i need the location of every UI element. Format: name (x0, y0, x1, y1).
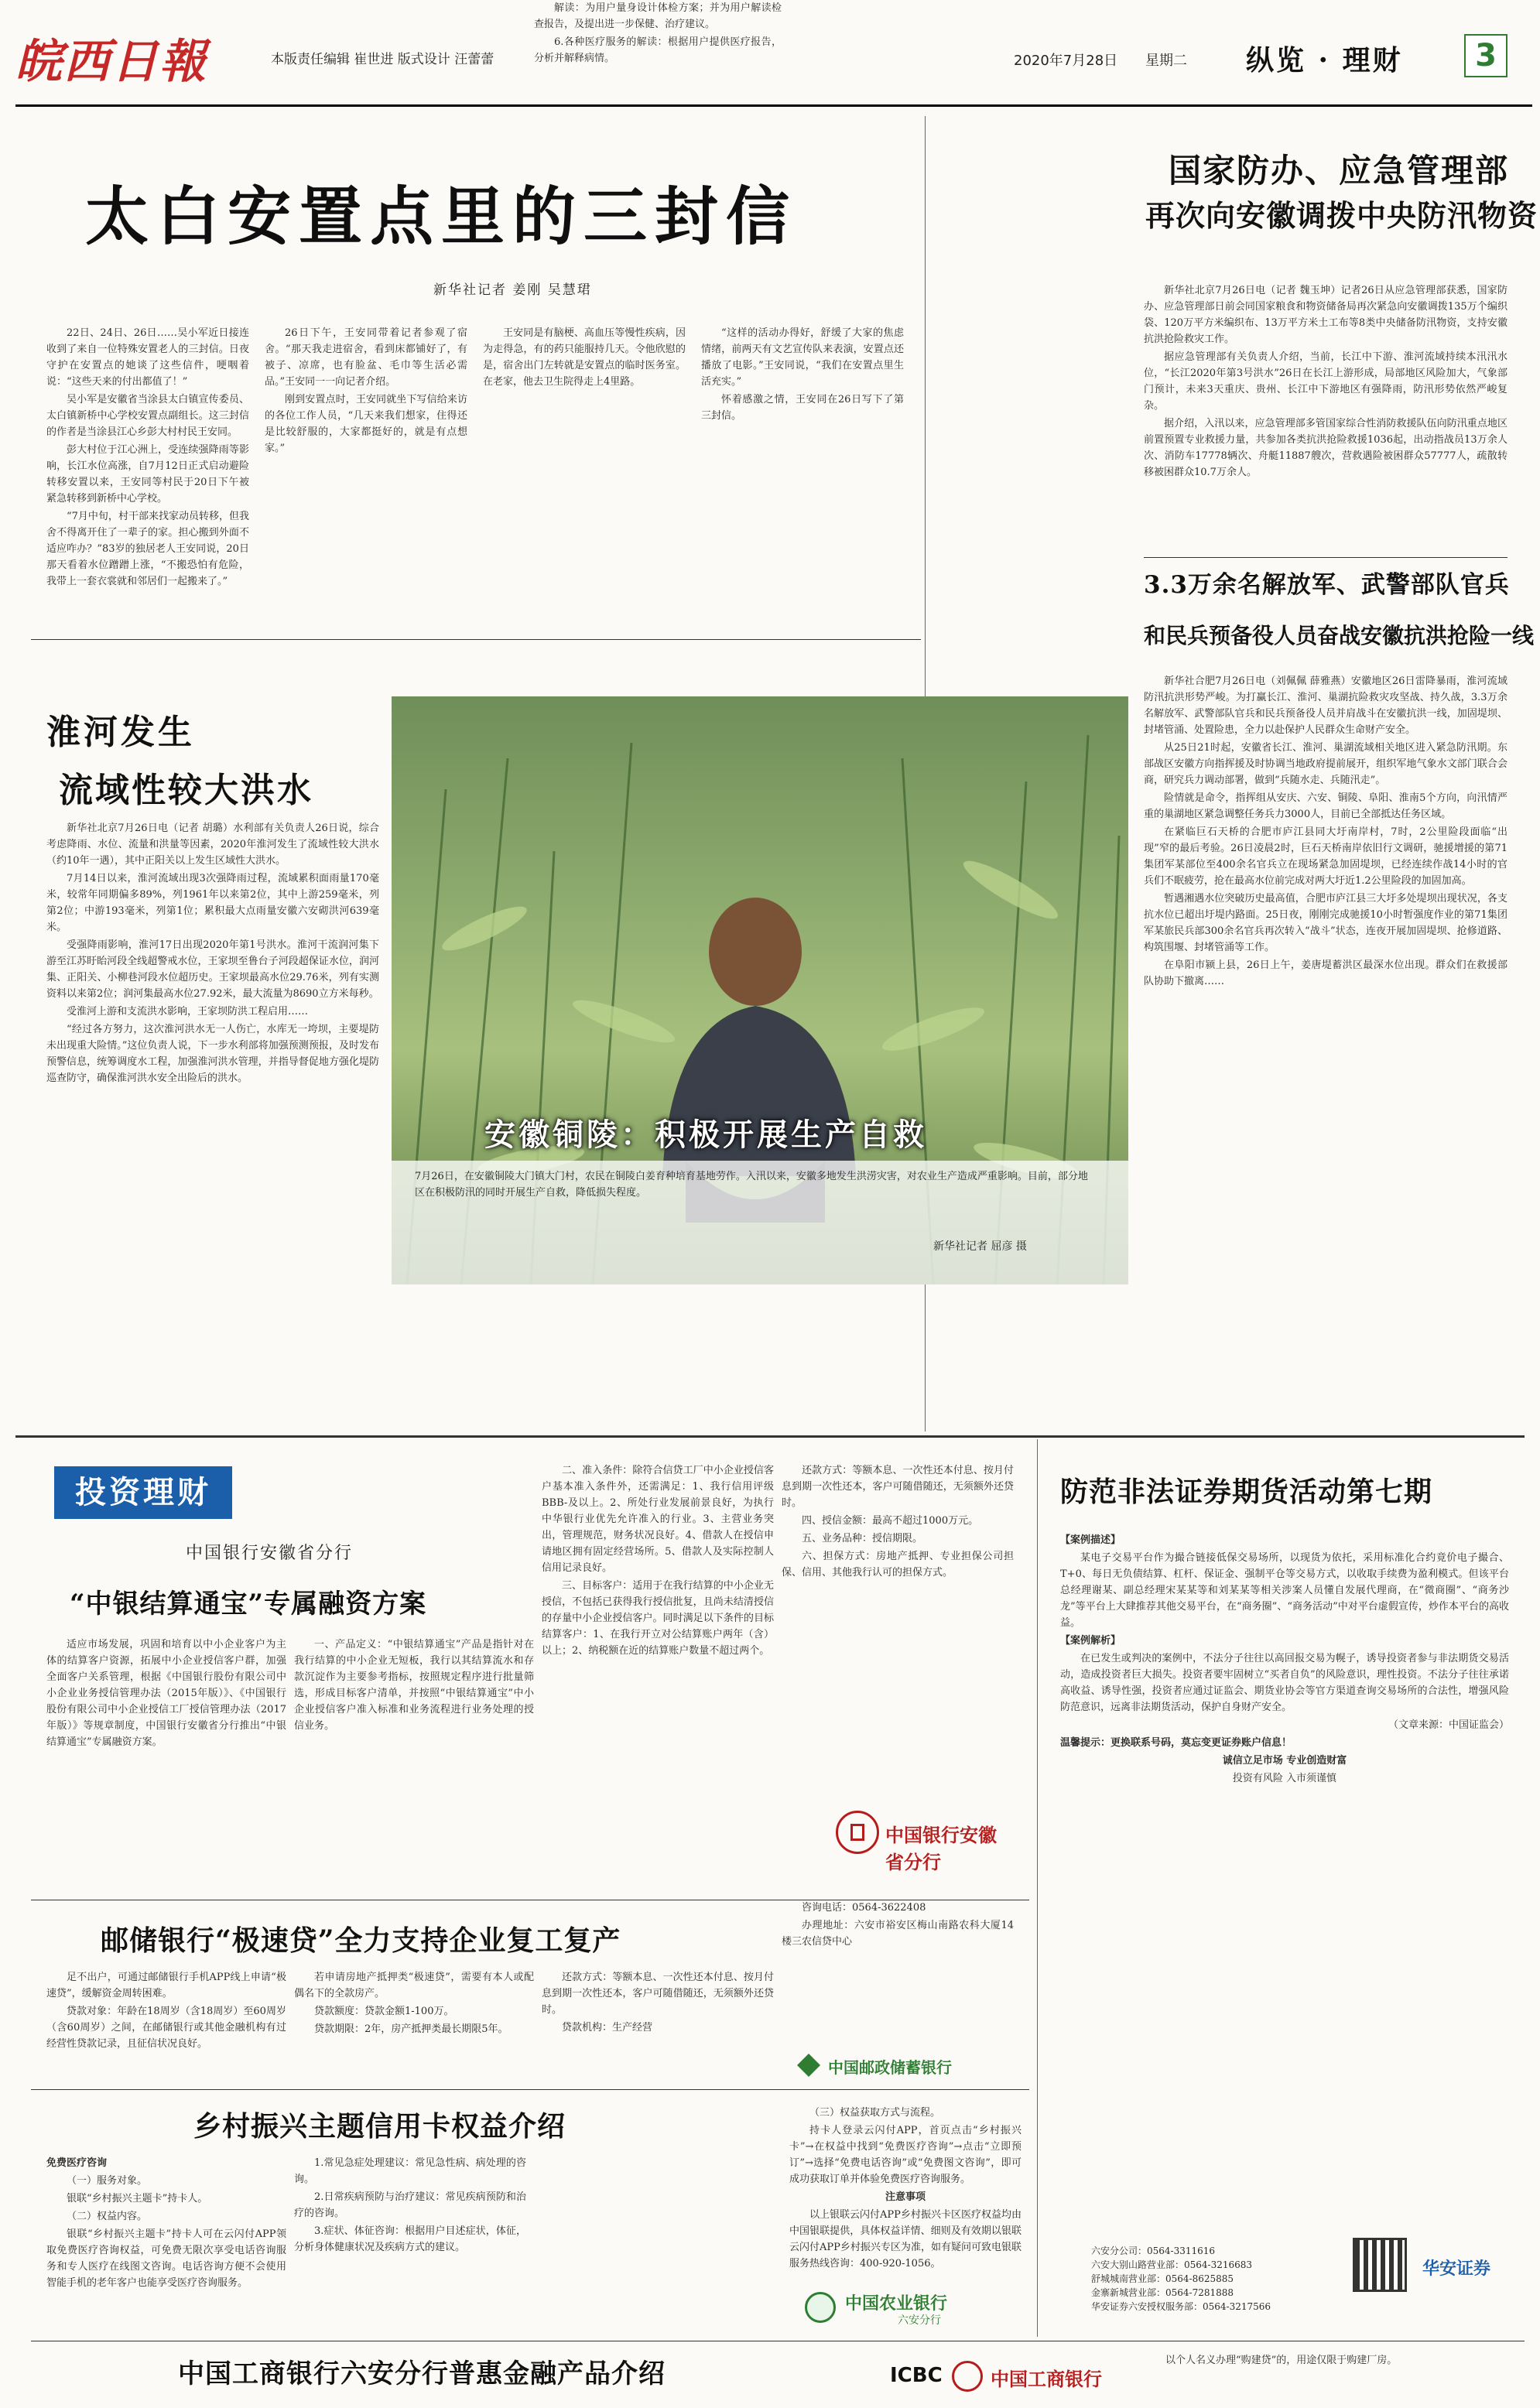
qr-code (1353, 2238, 1407, 2292)
abc-logo-text: 中国农业银行 (845, 2293, 948, 2314)
psbc-col-1 (46, 1969, 286, 2085)
paragraph: 贷款期限：2年，房产抵押类最长期限5年。 (314, 2023, 508, 2035)
lead-story-title: 太白安置点里的三封信 (85, 180, 798, 254)
section-name: 纵览 · 理财 (1246, 44, 1403, 77)
psbc-col-2 (294, 1969, 534, 2085)
section-divider (1144, 557, 1507, 558)
right-top-title-line2: 再次向安徽调拨中央防汛物资 (1145, 198, 1538, 233)
paragraph: 银联“乡村振兴主题卡”持卡人。 (67, 2193, 208, 2204)
contact-line: 六安大别山路营业部：0564-3216683 (1091, 2259, 1253, 2270)
abc-icon (805, 2292, 836, 2323)
paragraph: “经过各方努力，这次淮河洪水无一人伤亡，水库无一垮坝，主要堤防未出现重大险情。”这位负责人说，下一步水利部将加强预测预报，及时发布预警信息，统筹调度水工程，加强淮河洪水管理，并指导督促地方强化堤防巡查防守，确保淮河洪水安全出险后的洪水。 (46, 1024, 379, 1084)
icbc-strip (1145, 2352, 1509, 2405)
right-mid-title-line2: 和民兵预备役人员奋战安徽抗洪抢险一线 (1144, 623, 1535, 648)
paragraph: “7月中旬，村干部来找家动员转移，但我舍不得离开住了一辈子的家。担心搬到外面不适应咋办？”83岁的独居老人王安同说，20日那天看着水位蹭蹭上涨，“不搬恐怕有危险，我带上一套衣裳就和邻居们一起搬来了。” (46, 511, 249, 587)
paragraph: 彭大村位于江心洲上，受连续强降雨等影响，长江水位高涨，自7月12日正式启动避险转移安置以来，王安同等村民于20日下午被紧急转移到新桥中心学校。 (46, 444, 249, 505)
section-divider (31, 2089, 1029, 2090)
paragraph: 据介绍，入汛以来，应急管理部多管国家综合性消防救援队伍向防汛重点地区前置预置专业救援力量，共参加各类抗洪抢险救援1036起，出动指战员13万余人次、消防车17778辆次、舟艇11887艘次，营救遇险被困群众57777人，疏散转移被困群众10.7万余人。 (1144, 418, 1507, 478)
paragraph: 银联“乡村振兴主题卡”持卡人可在云闪付APP领取免费医疗咨询权益，可免费无限次享受电话咨询服务和专人医疗在线图文咨询。电话咨询方便不会使用智能手机的老年客户也能享受医疗咨询服务。 (46, 2228, 286, 2289)
paragraph: 王安同是有脑梗、高血压等慢性疾病，因为走得急，有的药只能服持几天。令他欣慰的是，宿舍出门左转就是安置点的临时医务室。在老家，他去卫生院得走上4里路。 (483, 327, 686, 388)
paragraph: 受强降雨影响，淮河17日出现2020年第1号洪水。淮河干流润河集下游至江苏盱眙河段全线超警戒水位，王家坝至鲁台子河段超保证水位，润河集、正阳关、小柳巷河段水位超历史。王家坝最高水位29.76米，列有实测资料以来第2位；润河集最高水位27.92米，最大流量为8690立方米每秒。 (46, 939, 379, 1000)
paragraph: 若申请房地产抵押类“极速贷”，需要有本人或配偶名下的全款房产。 (294, 1972, 534, 1999)
paragraph: 五、业务品种：授信期限。 (802, 1533, 923, 1544)
paragraph: 贷款对象：年龄在18周岁（含18周岁）至60周岁（含60周岁）之间，在邮储银行或其他金融机构有过经营性贷款记录，且征信状况良好。 (46, 2006, 286, 2050)
boc-col-2 (294, 1637, 534, 1892)
futures-title: 防范非法证券期货活动第七期 (1060, 1476, 1433, 1508)
section-divider (31, 639, 921, 640)
abc-title: 乡村振兴主题信用卡权益介绍 (193, 2110, 566, 2143)
abc-logo (805, 2290, 1022, 2329)
editor-line: 本版责任编辑 崔世进 版式设计 汪蕾蕾 (271, 52, 495, 67)
paragraph: 以上银联云闪付APP乡村振兴卡区医疗权益均由中国银联提供，具体权益详情、细则及有效期以银联云闪付APP乡村振兴专区为准，如有疑问可致电银联服务热线咨询：400-920-1056。 (789, 2209, 1022, 2269)
boc-org: 中国银行安徽省分行 (186, 1544, 354, 1563)
case-title: 【案例描述】 (1060, 1534, 1121, 1546)
paragraph: 暂遇湘遇水位突破历史最高值，合肥市庐江县三大圩多处堤坝出现状况，各支抗水位已超出圩堤内路面。25日夜，刚刚完成驰援10小时暂强度作业的第71集团军某旅民兵部300余名官兵再次转入“战斗”状态，连夜开展加固堤坝、抢修道路、构筑围堰、封堵管涌等工作。 (1144, 893, 1507, 953)
paragraph: 三、目标客户：适用于在我行结算的中小企业无授信，不包括已获得我行授信批复，且尚未结清授信的存量中小企业授信客户。同时满足以下条件的目标结算客户：1、在我行开立对公结算账户两年（含）以上；2、纳税额在近的结算账户数量不超过两个。 (542, 1580, 774, 1657)
lead-story-col-2 (265, 325, 467, 631)
bank-of-china-icon (836, 1811, 879, 1854)
psbc-col-4 (782, 1900, 1014, 2047)
slogan: 诚信立足市场 专业创造财富 (1222, 1755, 1347, 1767)
finance-banner (54, 1466, 232, 1519)
psbc-col-3 (542, 1969, 774, 2085)
boc-logo-label: 中国银行安徽省分行 (885, 1824, 997, 1873)
paragraph: 足不出户，可通过邮储银行手机APP线上申请“极速贷”，缓解资金周转困难。 (46, 1972, 286, 1999)
paragraph: “这样的活动办得好，舒缓了大家的焦虑情绪，前两天有文艺宣传队来表演，安置点还播放了电影。”王安同说，“我们在安置点里生活充实。” (701, 327, 904, 388)
analysis-title: 【案例解析】 (1060, 1635, 1121, 1647)
icbc-logo (890, 2356, 1138, 2403)
right-mid-title-line1: 3.3万余名解放军、武警部队官兵 (1144, 571, 1510, 599)
psbc-title: 邮储银行“极速贷”全力支持企业复工复产 (101, 1924, 621, 1957)
paper-logo: 皖西日報 (15, 35, 207, 89)
paragraph: 在紧临巨石天桥的合肥市庐江县同大圩南岸村，7时，2公里险段面临“出现”窄的最后考验。26日凌晨2时，巨石天桥南岸依旧行文调研，驰援增援的第71集团军某部位至400余名官兵立在现场紧急加固堤坝，已经连续作战14小时的官兵们不眠疲劳，抢在最高水位前完成对两大圩近1.2公里险段的加固加高。 (1144, 826, 1507, 887)
page-number: 3 (1475, 38, 1497, 74)
paragraph: 新华社合肥7月26日电（刘佩佩 薛雅燕）安徽地区26日雷降暴雨，淮河流域防汛抗洪形势严峻。为打赢长江、淮河、巢湖抗险救灾攻坚战、持久战，3.3万余名解放军、武警部队官兵和民兵预备役人员并肩战斗在安徽抗洪一线，加固堤坝、封堵管涌、处置险患，全力以赴保护人民群众生命财产安全。 (1144, 676, 1507, 736)
icbc-title: 中国工商银行六安分行普惠金融产品介绍 (178, 2358, 666, 2389)
contact-line: 华安证券六安授权服务部：0564-3217566 (1091, 2301, 1271, 2312)
photo-caption-text: 7月26日，在安徽铜陵大门镇大门村，农民在铜陵白姜育种培育基地劳作。入汛以来，安徽多地发生洪涝灾害，对农业生产造成严重影响。目前，部分地区在积极防汛的同时开展生产自救，降低损失程度。 (415, 1171, 1088, 1199)
paragraph: 贷款机构：生产经营 (562, 2022, 653, 2033)
boc-logo (836, 1803, 1006, 1880)
paragraph: 1.常见急症处理建议：常见急性病、病处理的咨询。 (294, 2157, 526, 2185)
futures-body (1060, 1532, 1509, 2306)
lead-story-col-4 (701, 325, 904, 631)
paragraph: 咨询电话：0564-3622408 (802, 1902, 926, 1914)
paragraph: 适应市场发展，巩固和培育以中小企业客户为主体的结算客户资源，拓展中小企业授信客户群，加强全面客户关系管理，根据《中国银行股份有限公司中小企业业务授信管理办法（2015年版）》、《中国银行股份有限公司中小企业授信工厂授信管理办法（2017年版）》等规章制度，中国银行安徽省分行推出“中银结算通宝”专属融资方案。 (46, 1639, 286, 1748)
paragraph: 新华社北京7月26日电（记者 胡璐）水利部有关负责人26日说，综合考虑降雨、水位、流量和洪量等因素，2020年淮河发生了流域性较大洪水（约10年一遇），其中正阳关以上发生区域性大洪水。 (46, 823, 379, 867)
boc-col-3 (542, 1462, 774, 1896)
photo-credit: 新华社记者 屈彦 摄 (933, 1240, 1027, 1253)
dept: 投资有风险 入市须谨慎 (1232, 1773, 1337, 1784)
paragraph: 在已发生或判决的案例中，不法分子往往以高回报交易为幌子，诱导投资者参与非法期货交易活动，造成投资者巨大损失。投资者要牢固树立“买者自负”的风险意识，理性投资。不法分子往往承诺高收益、诱导性强，投资者应通过证监会、期货业协会等官方渠道查询交易场所的合法性，增强风险防范意识，远离非法期货活动，保护自身财产安全。 (1060, 1653, 1509, 1713)
left-story-body (46, 820, 379, 1431)
paragraph: 某电子交易平台作为撮合链接低保交易场所，以现货为依托，采用标准化合约竟价电子撮合、T+0、每日无负债结算、杠杆、保证金、强制平仓等交易方式，以收取手续费为盈利模式。但该平台总经理谢某、副总经理宋某某等和刘某某等相关涉案人员懂自发展代理商，在“微商圈”、“商务沙龙”等平台上大肆推荐其他交易平台，在“商务圈”、“商务活动”中对平台虚假宣传，炒作本平台的高收益。 (1060, 1552, 1509, 1629)
paragraph: （二）权益内容。 (67, 2211, 148, 2222)
paragraph: 7月14日以来，淮河流域出现3次强降雨过程，流域累积面雨量170毫米，较常年同期偏多89%，列1961年以来第2位，其中上游259毫米，列第2位；中游193毫米，列第1位；累积最大点雨量安徽六安砌洪河639毫米。 (46, 873, 379, 933)
boc-col-4 (782, 1462, 1014, 1772)
paragraph: 六、担保方式：房地产抵押、专业担保公司担保、信用、其他我行认可的担保方式。 (782, 1551, 1014, 1579)
contact-line: 金寨新城营业部：0564-7281888 (1091, 2287, 1234, 2298)
boc-col-1 (46, 1637, 286, 1892)
abc-col-1 (46, 2155, 286, 2337)
icbc-icon (952, 2361, 983, 2392)
paragraph: 从25日21时起，安徽省长江、淮河、巢湖流域相关地区进入紧急防汛期。东部战区安徽方向指挥援及时协调当地政府提前展开，组织军地气象水文部门联合会商，研究兵力调动部署，做到“兵随水走、兵随汛走”。 (1144, 742, 1507, 786)
paragraph: 解读：为用户量身设计体检方案；并为用户解读检查报告，及提出进一步保健、治疗建议。 (534, 2, 782, 30)
paragraph: 免费医疗咨询 (46, 2157, 108, 2169)
issue-date: 2020年7月28日 (1014, 53, 1118, 69)
paragraph: 办理地址：六安市裕安区梅山南路农科大厦14楼三农信贷中心 (782, 1920, 1014, 1948)
page-number-box (1464, 34, 1507, 77)
left-story-title-line2: 流域性较大洪水 (59, 771, 313, 810)
lead-story-col-1 (46, 325, 249, 631)
news-photo (392, 696, 1128, 1284)
paragraph: 在阜阳市颍上县，26日上午，姜唐堤蓄洪区最深水位出现。群众们在救援部队协助下撤离…… (1144, 959, 1507, 987)
paragraph: 贷款额度：贷款金额1-100万。 (314, 2006, 454, 2017)
lead-story-col-3 (483, 325, 686, 631)
right-top-story-body (1144, 282, 1507, 549)
boc-logo-text (885, 1820, 1006, 1874)
paragraph: 据应急管理部有关负责人介绍，当前，长江中下游、淮河流域持续本汛汛水位，“长江2020年第3号洪水”26日在长江上游形成，局部地区风险加大，气象部门预计，未来3天重庆、贵州、长江中下游地区有强降雨，防汛形势依然严峻复杂。 (1144, 351, 1507, 412)
tips-title: 温馨提示：更换联系号码，莫忘变更证券账户信息！ (1060, 1737, 1292, 1749)
paragraph: 2.日常疾病预防与治疗建议：常见疾病预防和治疗的咨询。 (294, 2191, 526, 2219)
photo-caption-title: 安徽铜陵：积极开展生产自救 (484, 1117, 927, 1153)
paragraph: 受淮河上游和支流洪水影响，王家坝防洪工程启用…… (67, 1006, 309, 1018)
paragraph: 吴小军是安徽省当涂县太白镇宣传委员、太白镇新桥中心学校安置点副组长。这三封信的作者是当涂县江心乡彭大村村民王安同。 (46, 394, 249, 438)
paragraph: 3.症状、体征咨询：根据用户目述症状，体征，分析身体健康状况及疾病方式的建议。 (294, 2225, 526, 2253)
source: （文章来源：中国证监会） (1388, 1719, 1509, 1731)
psbc-logo-text: 中国邮政储蓄银行 (828, 2058, 952, 2077)
paragraph: 26日下午，王安同带着记者参观了宿舍。“那天我走进宿舍，看到床都铺好了，有被子、凉席，也有脸盆、毛巾等生活必需品。”王安同一一向记者介绍。 (265, 327, 467, 388)
paragraph: 一、产品定义：“中银结算通宝”产品是指针对在我行结算的中小企业无短板，我行以其结算流水和存款沉淀作为主要参考指标，按照规定程序进行批量筛选，形成目标客户清单，并按照“中银结算通宝”中小企业授信客户准入标准和业务流程进行业务处理的授信业务。 (294, 1639, 534, 1732)
paragraph: （一）服务对象。 (67, 2175, 148, 2187)
left-story-title-line1: 淮河发生 (46, 713, 195, 752)
paragraph: 刚到安置点时，王安同就坐下写信给来访的各位工作人员，“几天来我们想家，住得还是比较舒服的，大家都挺好的，就是有点想家。” (265, 394, 467, 454)
psbc-logo (797, 2051, 1014, 2081)
icbc-logo-mark: ICBC (890, 2364, 943, 2387)
icbc-logo-text: 中国工商银行 (991, 2368, 1102, 2390)
paragraph: 四、授信金额：最高不超过1000万元。 (802, 1515, 979, 1527)
section-divider (15, 1435, 1525, 1438)
abc-col-4 (789, 2105, 1022, 2283)
huaan-logo: 华安证券 (1422, 2259, 1491, 2279)
paragraph: 22日、24日、26日……吴小军近日接连收到了来自一位特殊安置老人的三封信。日夜守护在安置点的她谈了这些信件，哽咽着说：“这些天来的付出都值了！” (46, 327, 249, 388)
paragraph: 持卡人登录云闪付APP，首页点击“乡村振兴卡”→在权益中找到“免费医疗咨询”→点击“立即预订”→选择“免费电话咨询”或“免费图文咨询”，即可成功获取订单并体验免费医疗咨询服务。 (789, 2125, 1022, 2185)
column-divider (1037, 1439, 1038, 2337)
paragraph: 二、准入条件：除符合信贷工厂中小企业授信客户基本准入条件外，还需满足：1、我行信用评级BBB-及以上。2、所处行业发展前景良好，为执行中华银行业优先允许准入的行业。3、主营业务突出，管理规范，财务状况良好。4、借款人在授信申请地区拥有固定经营场所。5、借款人及实际控制人信用记录良好。 (542, 1465, 774, 1574)
lead-story-byline: 新华社记者 姜刚 吴慧珺 (433, 282, 592, 298)
abc-col-2 (294, 2155, 526, 2337)
abc-col-3 (534, 0, 782, 182)
paragraph: 还款方式：等额本息、一次性还本付息、按月付息到期一次性还本，客户可随借随还，无须额外还贷时。 (782, 1465, 1014, 1509)
paragraph: 险情就是命令，指挥组从安庆、六安、铜陵、阜阳、淮南5个方向，向汛情严重的巢湖地区紧急调整任务兵力3000人，目前已全部抵达任务区域。 (1144, 792, 1507, 820)
issue-weekday: 星期二 (1145, 53, 1187, 69)
psbc-icon (797, 2054, 820, 2077)
paragraph: 还款方式：等额本息、一次性还本付息、按月付息到期一次性还本，客户可随借随还，无须额外还贷时。 (542, 1972, 774, 2016)
paragraph: （三）权益获取方式与流程。 (809, 2107, 941, 2119)
paragraph: 6.各种医疗服务的解读：根据用户提供医疗报告，分析并解释病情。 (534, 36, 782, 64)
contact-line: 六安分公司：0564-3311616 (1091, 2246, 1216, 2256)
right-top-title-line1: 国家防办、应急管理部 (1169, 152, 1510, 190)
right-mid-story-body (1144, 673, 1507, 1431)
boc-title: “中银结算通宝”专属融资方案 (70, 1589, 427, 1620)
contact-line: 舒城城南营业部：0564-8625885 (1091, 2273, 1234, 2284)
finance-banner-label: 投资理财 (75, 1474, 211, 1510)
paragraph: 怀着感激之情，王安同在26日写下了第三封信。 (701, 394, 904, 422)
paragraph: 新华社北京7月26日电（记者 魏玉坤）记者26日从应急管理部获悉，国家防办、应急管理部日前会同国家粮食和物资储备局再次紧急向安徽调拨135万个编织袋、120万平方米编织布、13万平方米土工布等8类中央储备防汛物资，支持安徽抗洪抢险救灾工作。 (1144, 285, 1507, 345)
paragraph: 注意事项 (885, 2191, 926, 2203)
paragraph: 以个人名义办理“购建贷”的，用途仅限于购建厂房。 (1165, 2355, 1398, 2366)
futures-contacts (1091, 2244, 1339, 2329)
abc-logo-sub: 六安分行 (898, 2314, 941, 2327)
